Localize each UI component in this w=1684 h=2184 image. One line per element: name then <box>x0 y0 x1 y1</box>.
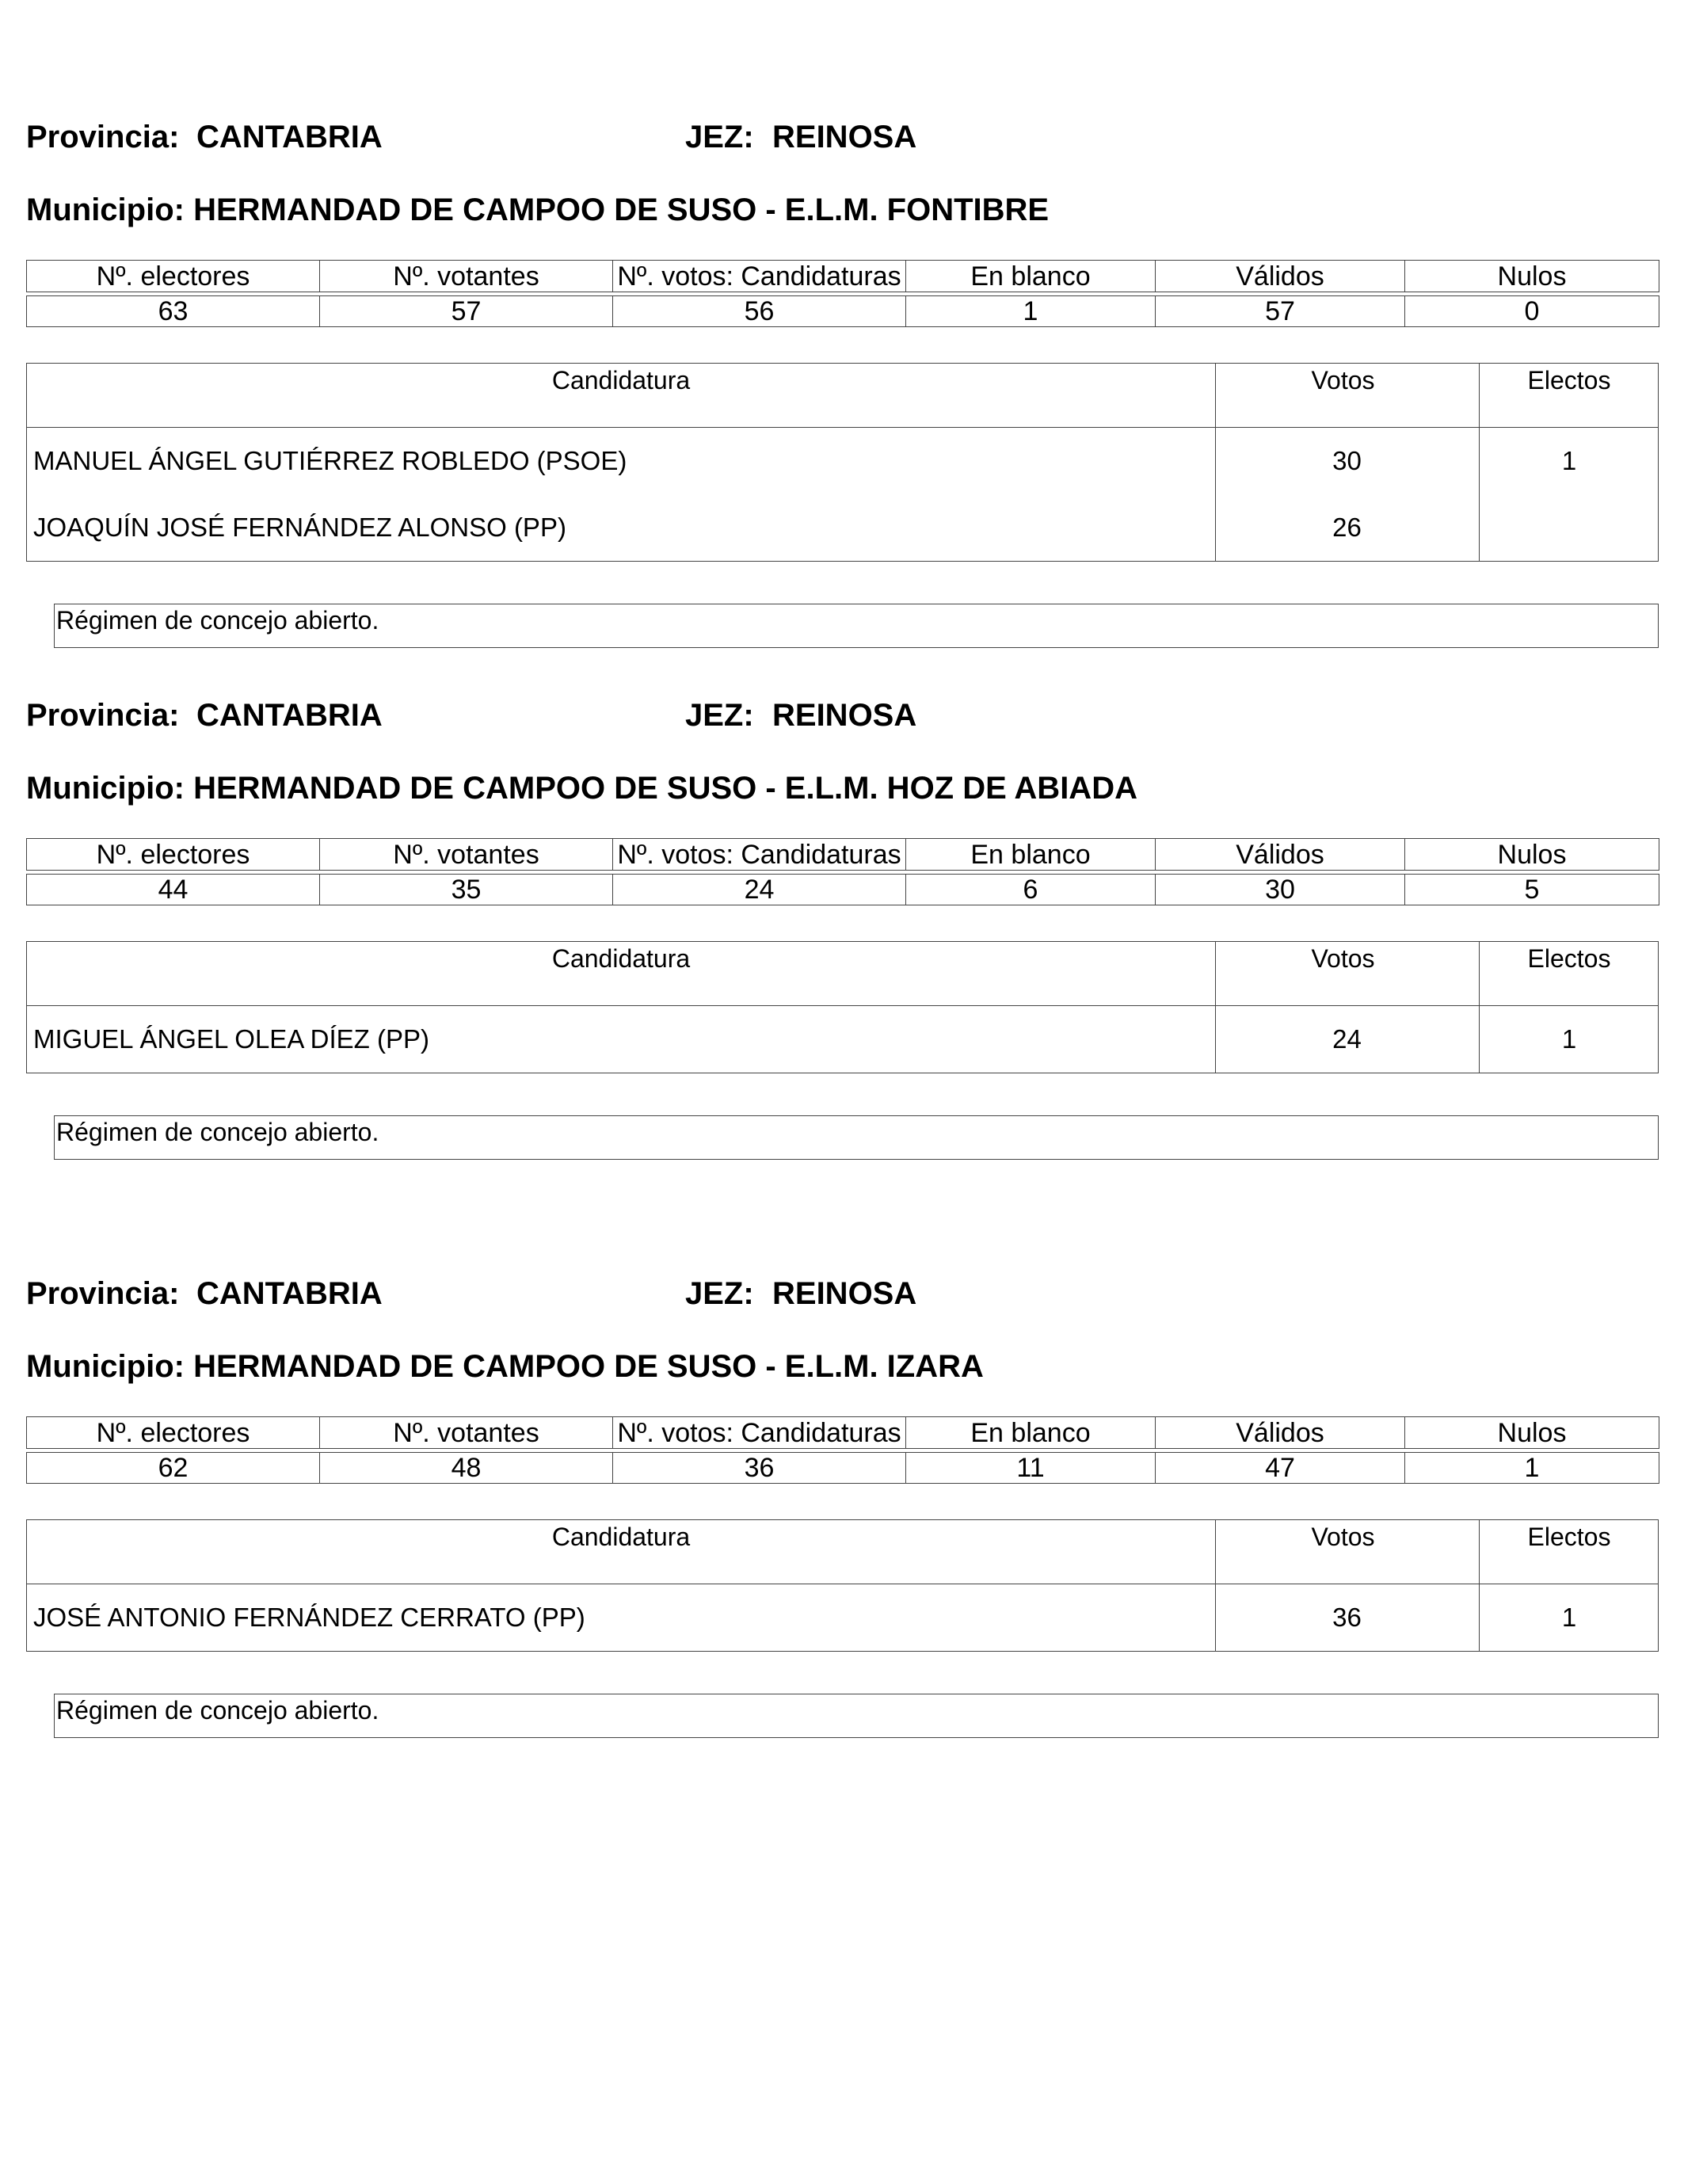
election-section <box>0 1157 1684 1735</box>
stats-value-row <box>27 296 1659 327</box>
header-candidatura: Candidatura <box>551 944 691 973</box>
stats-header-row <box>27 1417 1659 1449</box>
stats-value-row <box>27 875 1659 905</box>
stats-header-cell: Nº. electores <box>27 261 320 292</box>
election-section <box>0 578 1684 1157</box>
stats-value-cell: 1 <box>906 296 1156 327</box>
jez-label: JEZ: <box>685 1276 754 1311</box>
candidate-row <box>27 494 1658 561</box>
candidates-header <box>27 942 1658 1006</box>
stats-header-cell: Nulos <box>1405 1417 1659 1449</box>
provincia-label: Provincia: <box>26 1276 180 1311</box>
header-votos: Votos <box>1311 1523 1375 1551</box>
candidates-header <box>27 364 1658 428</box>
regime-note: Régimen de concejo abierto. <box>54 1694 1659 1738</box>
municipio-label: Municipio: <box>26 192 185 227</box>
stats-value-cell: 5 <box>1405 875 1659 905</box>
candidate-electos: 1 <box>1561 446 1577 475</box>
candidate-name: JOSÉ ANTONIO FERNÁNDEZ CERRATO (PP) <box>33 1603 585 1632</box>
provincia-value: CANTABRIA <box>196 1276 383 1311</box>
header-candidatura: Candidatura <box>551 366 691 394</box>
stats-header-cell: Nº. votos: Candidaturas <box>613 839 906 871</box>
header-candidatura: Candidatura <box>551 1523 691 1551</box>
stats-value-cell: 57 <box>1156 296 1405 327</box>
regime-note: Régimen de concejo abierto. <box>54 604 1659 648</box>
stats-value-cell: 48 <box>320 1453 613 1484</box>
header-votos: Votos <box>1311 366 1375 394</box>
stats-table <box>26 260 1659 327</box>
jez-value: REINOSA <box>772 698 917 733</box>
stats-value-cell: 0 <box>1405 296 1659 327</box>
provincia-label: Provincia: <box>26 120 180 154</box>
provincia-value: CANTABRIA <box>196 120 383 154</box>
stats-header-row <box>27 261 1659 292</box>
stats-header-cell: Nº. votantes <box>320 261 613 292</box>
provincia-label: Provincia: <box>26 698 180 733</box>
candidates-table <box>26 363 1659 562</box>
column-divider <box>1215 942 1216 1073</box>
column-divider <box>1479 364 1480 561</box>
election-section <box>0 0 1684 635</box>
stats-value-cell: 57 <box>320 296 613 327</box>
candidate-electos: 1 <box>1561 1024 1577 1054</box>
stats-header-cell: Nº. electores <box>27 839 320 871</box>
column-divider <box>1215 1520 1216 1651</box>
header-electos: Electos <box>1527 944 1611 973</box>
stats-header-cell: Nulos <box>1405 839 1659 871</box>
stats-value-cell: 56 <box>613 296 906 327</box>
stats-value-cell: 62 <box>27 1453 320 1484</box>
municipio-value: HERMANDAD DE CAMPOO DE SUSO - E.L.M. HOZ DE ABIADA <box>193 771 1137 806</box>
stats-value-cell: 6 <box>906 875 1156 905</box>
stats-value-cell: 11 <box>906 1453 1156 1484</box>
header-electos: Electos <box>1527 366 1611 394</box>
header-electos: Electos <box>1527 1523 1611 1551</box>
candidate-votos: 30 <box>1332 446 1362 475</box>
province-line <box>26 696 1658 735</box>
stats-value-cell: 1 <box>1405 1453 1659 1484</box>
province-line <box>26 117 1658 157</box>
stats-table <box>26 1416 1659 1484</box>
stats-value-cell: 44 <box>27 875 320 905</box>
candidates-table <box>26 941 1659 1073</box>
header-votos: Votos <box>1311 944 1375 973</box>
regime-note: Régimen de concejo abierto. <box>54 1115 1659 1160</box>
stats-header-cell: En blanco <box>906 839 1156 871</box>
stats-header-cell: Nº. votos: Candidaturas <box>613 1417 906 1449</box>
stats-value-row <box>27 1453 1659 1484</box>
municipio-label: Municipio: <box>26 1349 185 1384</box>
stats-header-cell: Nº. votos: Candidaturas <box>613 261 906 292</box>
candidate-row <box>27 1006 1658 1073</box>
municipio-value: HERMANDAD DE CAMPOO DE SUSO - E.L.M. IZARA <box>193 1349 984 1384</box>
stats-header-cell: Válidos <box>1156 1417 1405 1449</box>
stats-header-cell: Válidos <box>1156 839 1405 871</box>
candidate-votos: 36 <box>1332 1603 1362 1632</box>
stats-header-cell: Válidos <box>1156 261 1405 292</box>
candidate-electos: 1 <box>1561 1603 1577 1632</box>
stats-header-cell: En blanco <box>906 261 1156 292</box>
column-divider <box>1479 942 1480 1073</box>
candidates-table <box>26 1519 1659 1652</box>
column-divider <box>1479 1520 1480 1651</box>
stats-value-cell: 35 <box>320 875 613 905</box>
stats-value-cell: 24 <box>613 875 906 905</box>
jez-label: JEZ: <box>685 120 754 154</box>
candidate-name: MANUEL ÁNGEL GUTIÉRREZ ROBLEDO (PSOE) <box>33 446 627 475</box>
stats-value-cell: 47 <box>1156 1453 1405 1484</box>
candidate-votos: 24 <box>1332 1024 1362 1054</box>
municipio-value: HERMANDAD DE CAMPOO DE SUSO - E.L.M. FONTIBRE <box>193 192 1050 227</box>
candidate-votos: 26 <box>1332 513 1362 542</box>
provincia-value: CANTABRIA <box>196 698 383 733</box>
stats-header-cell: Nº. electores <box>27 1417 320 1449</box>
column-divider <box>1215 364 1216 561</box>
stats-value-cell: 36 <box>613 1453 906 1484</box>
stats-header-row <box>27 839 1659 871</box>
jez-value: REINOSA <box>772 1276 917 1311</box>
candidates-header <box>27 1520 1658 1584</box>
stats-table <box>26 838 1659 905</box>
stats-value-cell: 63 <box>27 296 320 327</box>
province-line <box>26 1274 1658 1313</box>
municipio-title <box>26 1347 984 1386</box>
stats-value-cell: 30 <box>1156 875 1405 905</box>
candidate-name: JOAQUÍN JOSÉ FERNÁNDEZ ALONSO (PP) <box>33 513 566 542</box>
jez-label: JEZ: <box>685 698 754 733</box>
candidate-row <box>27 428 1658 494</box>
stats-header-cell: Nº. votantes <box>320 839 613 871</box>
municipio-title <box>26 190 1049 230</box>
stats-header-cell: En blanco <box>906 1417 1156 1449</box>
stats-header-cell: Nulos <box>1405 261 1659 292</box>
jez-value: REINOSA <box>772 120 917 154</box>
candidate-row <box>27 1584 1658 1651</box>
stats-header-cell: Nº. votantes <box>320 1417 613 1449</box>
municipio-title <box>26 768 1137 808</box>
candidate-name: MIGUEL ÁNGEL OLEA DÍEZ (PP) <box>33 1024 430 1054</box>
municipio-label: Municipio: <box>26 771 185 806</box>
